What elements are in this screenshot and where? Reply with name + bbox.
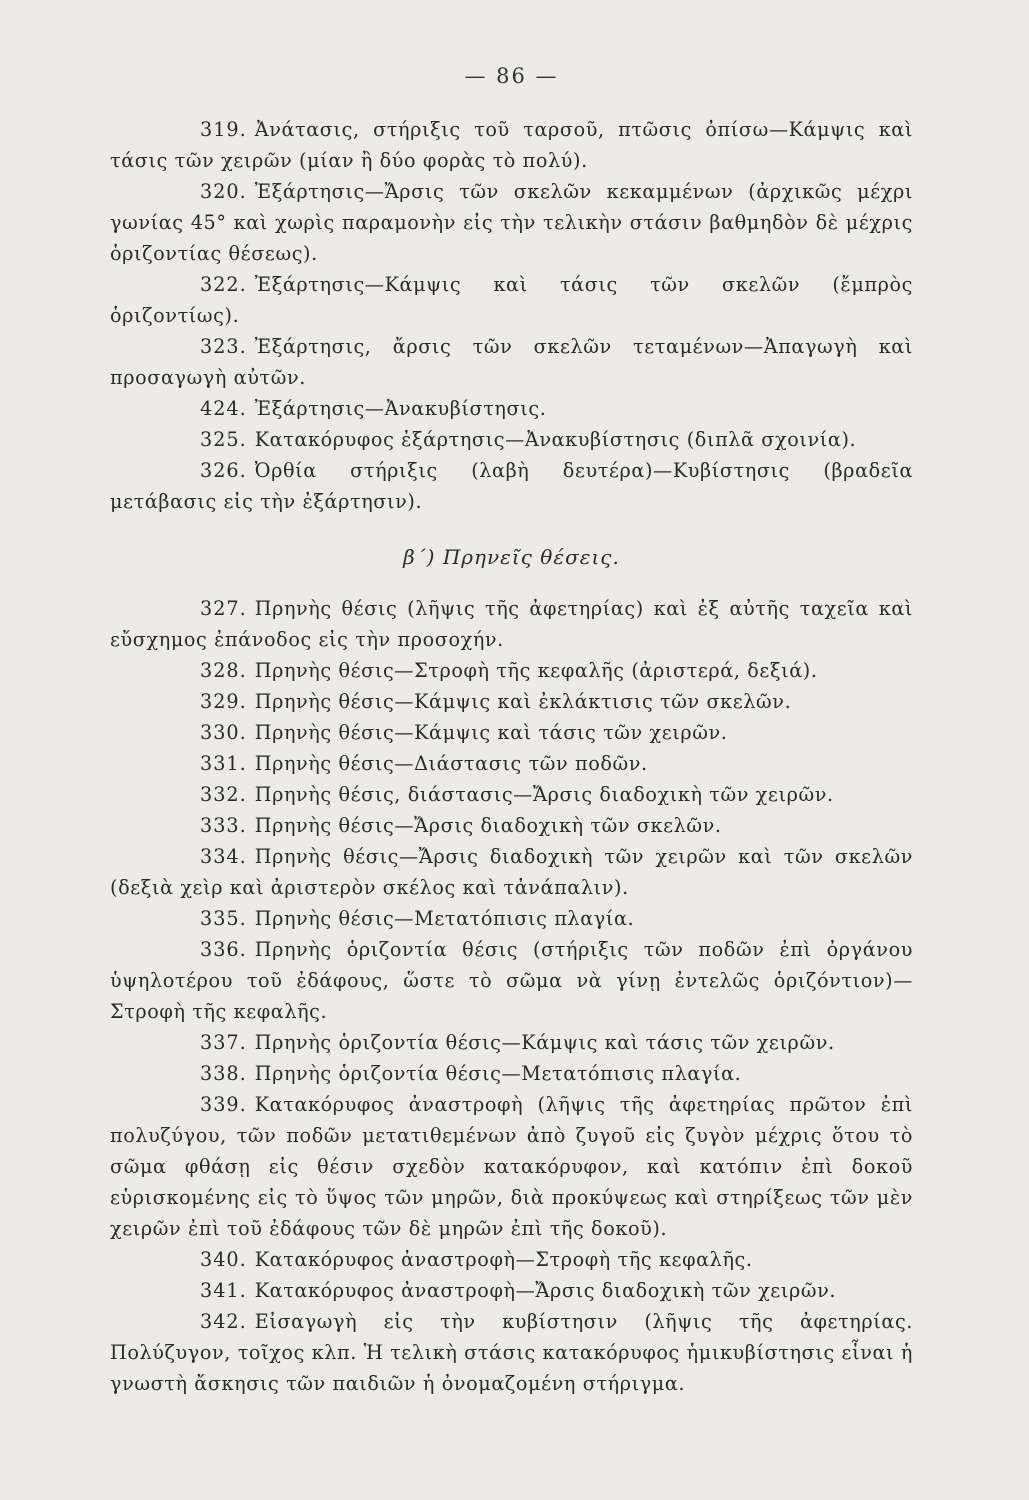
entry-number: 330.: [200, 721, 247, 744]
entry-text: Εἰσαγωγὴ εἰς τὴν κυβίστησιν (λῆψις τῆς ἀφετηρίας. Πολύζυγον, τοῖχος κλπ. Ἡ τελικὴ στάσις κατακόρυφος ἡμικυβίστησις εἶναι ἡ γνωστὴ ἄσκησις τῶν παιδιῶν ἡ ὀνομαζομένη στήριγμα.: [110, 1310, 913, 1395]
entry: [110, 1058, 913, 1089]
entry: [110, 593, 913, 655]
entry-text: Πρηνὴς ὁριζοντία θέσις—Κάμψις καὶ τάσις τῶν χειρῶν.: [254, 1031, 835, 1054]
entry: [110, 1275, 913, 1306]
entry: [110, 1306, 913, 1399]
entry-number: 342.: [200, 1310, 247, 1333]
entry-text: Πρηνὴς θέσις (λῆψις τῆς ἀφετηρίας) καὶ ἐξ αὐτῆς ταχεῖα καὶ εὔσχημος ἐπάνοδος εἰς τὴν προσοχήν.: [110, 597, 913, 651]
entry-number: 331.: [200, 752, 247, 775]
entry-number: 341.: [200, 1279, 247, 1302]
entry-text: Πρηνὴς θέσις—Κάμψις καὶ ἐκλάκτισις τῶν σκελῶν.: [254, 690, 792, 713]
entry-number: 334.: [200, 845, 247, 868]
entries-part1: [110, 114, 913, 517]
entry: [110, 269, 913, 331]
entry-number: 327.: [200, 597, 247, 620]
entry: [110, 1027, 913, 1058]
entry: [110, 748, 913, 779]
entry-number: 322.: [200, 273, 247, 296]
entry-number: 320.: [200, 180, 247, 203]
entry: [110, 455, 913, 517]
entry-number: 323.: [200, 335, 247, 358]
entry-number: 329.: [200, 690, 247, 713]
entry-number: 335.: [200, 907, 247, 930]
entry-text: Πρηνὴς θέσις, διάστασις—Ἄρσις διαδοχικὴ τῶν χειρῶν.: [254, 783, 834, 806]
entry: [110, 903, 913, 934]
entry: [110, 1244, 913, 1275]
entry-text: Πρηνὴς θέσις—Κάμψις καὶ τάσις τῶν χειρῶν.: [254, 721, 728, 744]
entry-number: 424.: [200, 397, 247, 420]
entry-text: Πρηνὴς θέσις—Μετατόπισις πλαγία.: [254, 907, 635, 930]
entry: [110, 331, 913, 393]
entry-text: Πρηνὴς θέσις—Στροφὴ τῆς κεφαλῆς (ἀριστερά, δεξιά).: [254, 659, 818, 682]
entry-text: Κατακόρυφος ἀναστροφὴ—Στροφὴ τῆς κεφαλῆς.: [254, 1248, 753, 1271]
entry-number: 338.: [200, 1062, 247, 1085]
entry-number: 328.: [200, 659, 247, 682]
entry-text: Πρηνὴς ὁριζοντία θέσις—Μετατόπισις πλαγία.: [254, 1062, 742, 1085]
entry-text: Πρηνὴς ὁριζοντία θέσις (στήριξις τῶν ποδῶν ἐπὶ ὀργάνου ὑψηλοτέρου τοῦ ἐδάφους, ὥστε τὸ σῶμα νὰ γίνῃ ἐντελῶς ὁριζόντιον)—Στροφὴ τῆς κεφαλῆς.: [110, 938, 913, 1023]
entry: [110, 1089, 913, 1244]
entry-text: Πρηνὴς θέσις—Διάστασις τῶν ποδῶν.: [254, 752, 648, 775]
entry: [110, 114, 913, 176]
entry-number: 326.: [200, 459, 247, 482]
entry-text: Κατακόρυφος ἀναστροφὴ (λῆψις τῆς ἀφετηρίας πρῶτον ἐπὶ πολυζύγου, τῶν ποδῶν μετατιθεμένων ἀπὸ ζυγοῦ εἰς ζυγὸν μέχρις ὅτου τὸ σῶμα φθάσῃ εἰς θέσιν σχεδὸν κατακόρυφον, καὶ κατόπιν ἐπὶ δοκοῦ εὑρισκομένης εἰς τὸ ὕψος τῶν μηρῶν, διὰ προκύψεως καὶ στηρίξεως τῶν μὲν χειρῶν ἐπὶ τοῦ ἐδάφους τῶν δὲ μηρῶν ἐπὶ τῆς δοκοῦ).: [110, 1093, 913, 1240]
entry-number: 340.: [200, 1248, 247, 1271]
entry-number: 337.: [200, 1031, 247, 1054]
entry: [110, 176, 913, 269]
entry-text: Ἐξάρτησις—Ἀνακυβίστησις.: [254, 397, 547, 420]
page-number: — 86 —: [464, 64, 559, 88]
entry-text: Ἐξάρτησις—Ἄρσις τῶν σκελῶν κεκαμμένων (ἀρχικῶς μέχρι γωνίας 45° καὶ χωρὶς παραμονὴν εἰς τὴν τελικὴν στάσιν βαθμηδὸν δὲ μέχρις ὁριζοντίας θέσεως).: [110, 180, 913, 265]
entry-number: 325.: [200, 428, 247, 451]
entry-text: Ἐξάρτησις, ἄρσις τῶν σκελῶν τεταμένων—Ἀπαγωγὴ καὶ προσαγωγὴ αὐτῶν.: [110, 335, 913, 389]
entry-text: Ἐξάρτησις—Κάμψις καὶ τάσις τῶν σκελῶν (ἔμπρὸς ὁριζοντίως).: [110, 273, 913, 327]
entry-text: Κατακόρυφος ἀναστροφὴ—Ἄρσις διαδοχικὴ τῶν χειρῶν.: [254, 1279, 837, 1302]
entry: [110, 810, 913, 841]
entry-text: Πρηνὴς θέσις—Ἄρσις διαδοχικὴ τῶν σκελῶν.: [254, 814, 722, 837]
entry-number: 339.: [200, 1093, 247, 1116]
entry: [110, 686, 913, 717]
entry: [110, 655, 913, 686]
entry-number: 336.: [200, 938, 247, 961]
entry: [110, 934, 913, 1027]
entry-text: Ἀνάτασις, στήριξις τοῦ ταρσοῦ, πτῶσις ὀπίσω—Κάμψις καὶ τάσις τῶν χειρῶν (μίαν ἢ δύο φορὰς τὸ πολύ).: [110, 118, 913, 172]
entry-number: 319.: [200, 118, 247, 141]
entry: [110, 779, 913, 810]
entry-text: Κατακόρυφος ἐξάρτησις—Ἀνακυβίστησις (διπλᾶ σχοινία).: [254, 428, 857, 451]
entry: [110, 393, 913, 424]
entries-part2: [110, 593, 913, 1399]
entry-number: 333.: [200, 814, 247, 837]
section-heading: β´) Πρηνεῖς θέσεις.: [403, 545, 620, 569]
entry: [110, 424, 913, 455]
entry: [110, 841, 913, 903]
entry-number: 332.: [200, 783, 247, 806]
entry-text: Πρηνὴς θέσις—Ἄρσις διαδοχικὴ τῶν χειρῶν καὶ τῶν σκελῶν (δεξιὰ χεὶρ καὶ ἀριστερὸν σκέλος καὶ τἀνάπαλιν).: [110, 845, 913, 899]
entry-text: Ὀρθία στήριξις (λαβὴ δευτέρα)—Κυβίστησις (βραδεῖα μετάβασις εἰς τὴν ἐξάρτησιν).: [110, 459, 913, 513]
entry: [110, 717, 913, 748]
